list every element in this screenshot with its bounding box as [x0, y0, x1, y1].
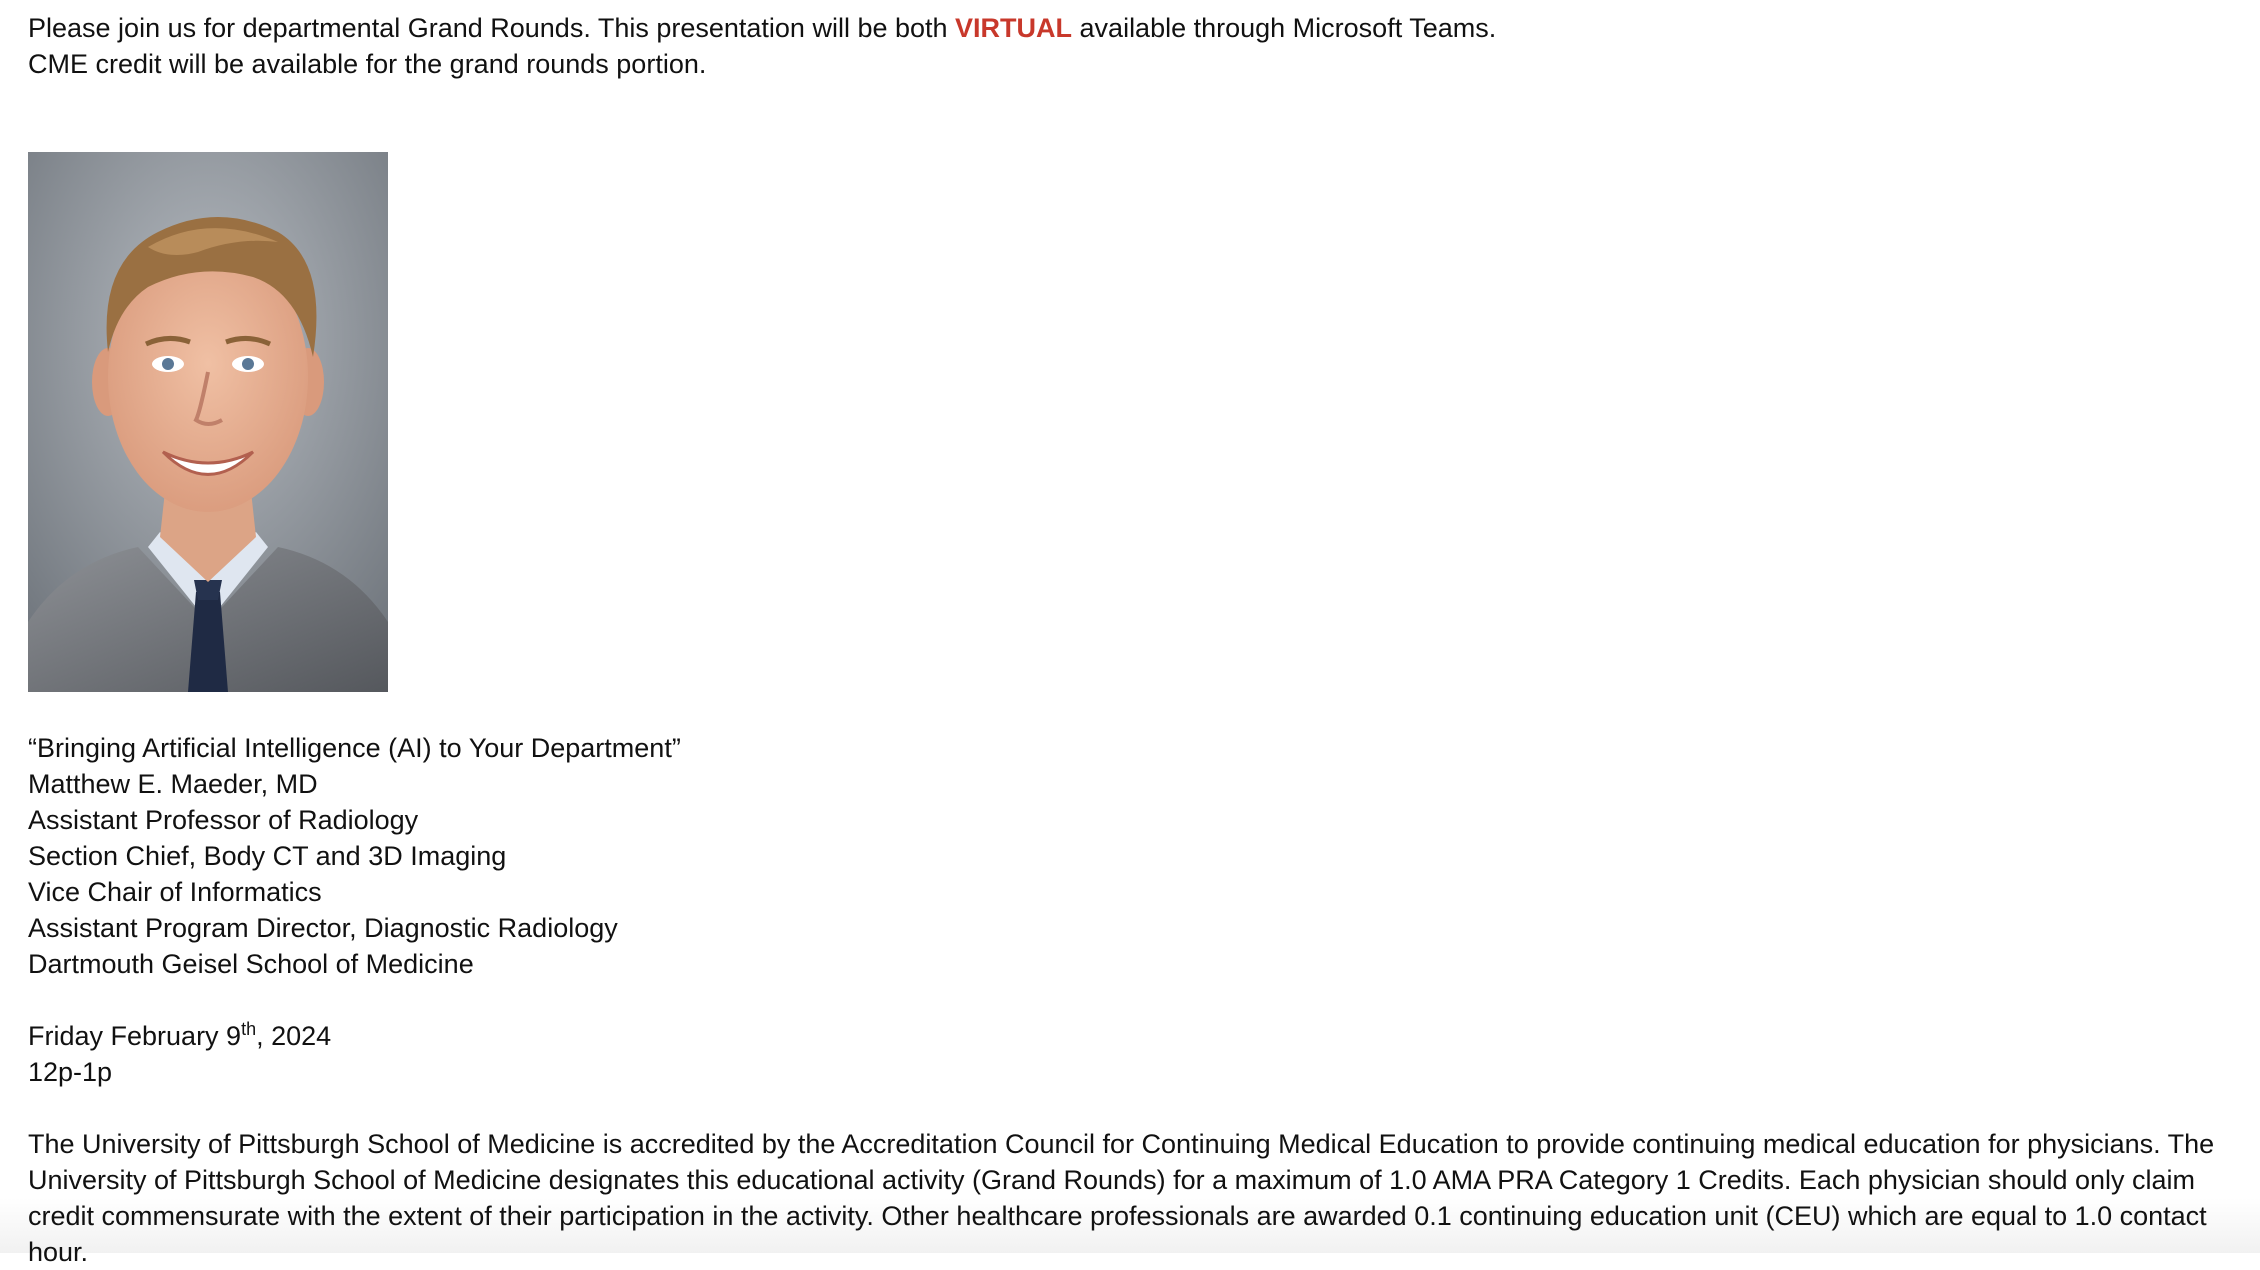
speaker-info [28, 730, 2238, 982]
speaker-role: Assistant Program Director, Diagnostic Radiology [28, 913, 618, 943]
intro-text-after: available through Microsoft Teams. [1072, 13, 1497, 43]
event-date-suffix: th [241, 1019, 257, 1039]
event-time: 12p-1p [28, 1057, 113, 1087]
intro-line-1 [28, 10, 2238, 46]
speaker-role: Assistant Professor of Radiology [28, 805, 419, 835]
speaker-role: Section Chief, Body CT and 3D Imaging [28, 841, 507, 871]
virtual-highlight: VIRTUAL [955, 13, 1073, 43]
event-date [28, 1018, 2238, 1054]
speaker-name: Matthew E. Maeder, MD [28, 769, 318, 799]
event-date-before: Friday February 9 [28, 1021, 242, 1051]
portrait-illustration [28, 152, 388, 692]
talk-title: “Bringing Artificial Intelligence (AI) to Your Department” [28, 733, 681, 763]
speaker-photo [28, 152, 388, 692]
event-date-after: , 2024 [256, 1021, 332, 1051]
event-details [28, 1018, 2238, 1090]
intro-line-2: CME credit will be available for the grand rounds portion. [28, 49, 707, 79]
accreditation-statement: The University of Pittsburgh School of Medicine is accredited by the Accreditation Council for Continuing Medical Education to provide continuing medical education for physicians. The University of Pittsburgh School of Medicine designates this educational activity (Grand Rounds) for a maximum of 1.0 AMA PRA Category 1 Credits. Each physician should only claim credit commensurate with the extent of their participation in the activity. Other healthcare professionals are awarded 0.1 continuing education unit (CEU) which are equal to 1.0 contact hour. [28, 1129, 2215, 1267]
message-content [28, 10, 2238, 1270]
intro-text-before: Please join us for departmental Grand Rounds. This presentation will be both [28, 13, 956, 43]
speaker-role: Vice Chair of Informatics [28, 877, 322, 907]
speaker-role: Dartmouth Geisel School of Medicine [28, 949, 474, 979]
